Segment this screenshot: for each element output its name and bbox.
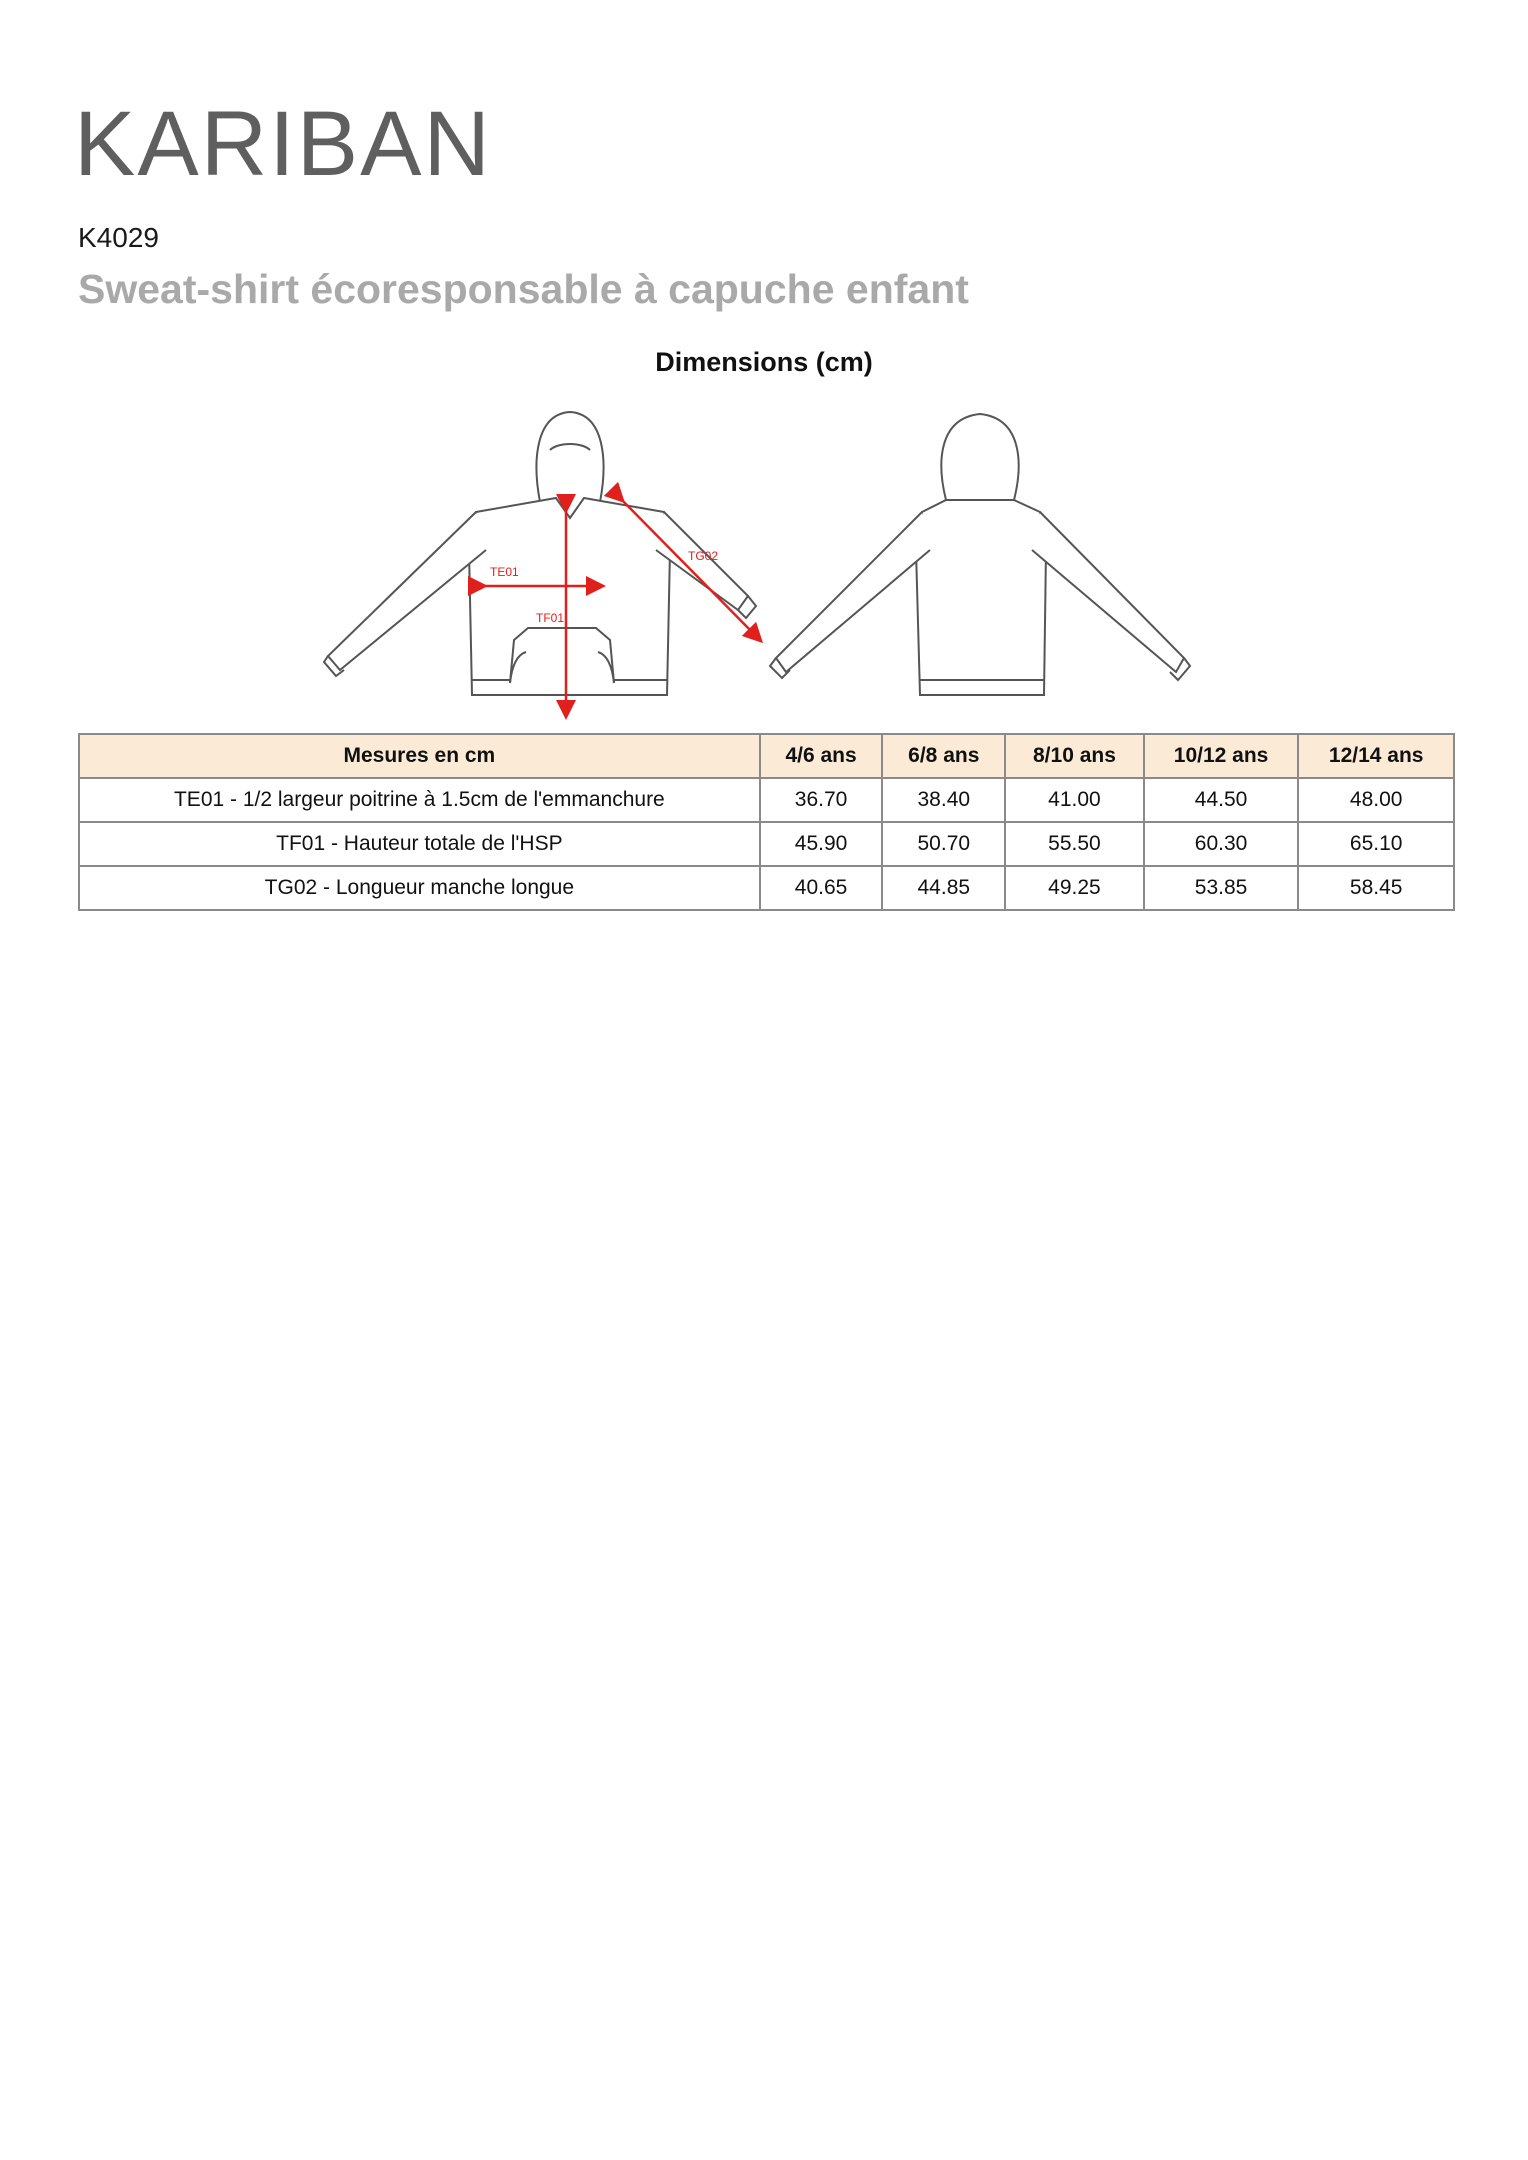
table-cell: 60.30 xyxy=(1144,822,1299,866)
table-cell: 45.90 xyxy=(760,822,883,866)
table-cell: 41.00 xyxy=(1005,778,1144,822)
table-cell: 53.85 xyxy=(1144,866,1299,910)
table-cell: 44.85 xyxy=(882,866,1005,910)
hoodie-diagram xyxy=(300,400,1220,720)
tf01-label: TF01 xyxy=(536,611,565,625)
header-size-8-10: 8/10 ans xyxy=(1005,734,1144,778)
table-cell: 36.70 xyxy=(760,778,883,822)
table-header-row xyxy=(79,734,1454,778)
table-row xyxy=(79,822,1454,866)
section-title: Dimensions (cm) xyxy=(655,347,873,377)
table-cell: 49.25 xyxy=(1005,866,1144,910)
table-cell: 58.45 xyxy=(1298,866,1454,910)
header-measures: Mesures en cm xyxy=(79,734,760,778)
brand-logo: KARIBAN xyxy=(74,93,492,195)
product-reference: K4029 xyxy=(78,222,159,253)
table-row xyxy=(79,866,1454,910)
hoodie-back xyxy=(770,414,1190,695)
table-cell: 55.50 xyxy=(1005,822,1144,866)
te01-label: TE01 xyxy=(490,565,519,579)
table-cell: 38.40 xyxy=(882,778,1005,822)
table-cell: 40.65 xyxy=(760,866,883,910)
header-size-12-14: 12/14 ans xyxy=(1298,734,1454,778)
table-cell: 50.70 xyxy=(882,822,1005,866)
header-size-10-12: 10/12 ans xyxy=(1144,734,1299,778)
header-size-6-8: 6/8 ans xyxy=(882,734,1005,778)
table-cell: 48.00 xyxy=(1298,778,1454,822)
header-size-4-6: 4/6 ans xyxy=(760,734,883,778)
measure-label: TF01 - Hauteur totale de l'HSP xyxy=(79,822,760,866)
size-table xyxy=(78,733,1455,911)
measure-label: TE01 - 1/2 largeur poitrine à 1.5cm de l'emmanchure xyxy=(79,778,760,822)
table-row xyxy=(79,778,1454,822)
table-cell: 65.10 xyxy=(1298,822,1454,866)
measure-label: TG02 - Longueur manche longue xyxy=(79,866,760,910)
tg02-label: TG02 xyxy=(688,549,719,563)
table-cell: 44.50 xyxy=(1144,778,1299,822)
product-title: Sweat-shirt écoresponsable à capuche enfant xyxy=(78,266,969,312)
